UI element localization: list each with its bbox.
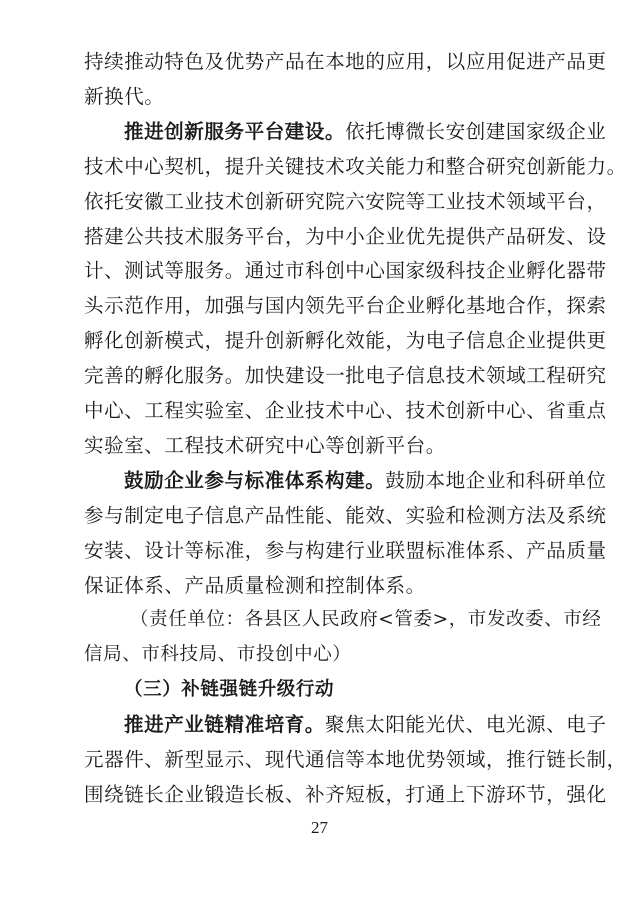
body-line <box>84 186 607 218</box>
paragraph-heading: 推进创新服务平台建设。 <box>124 119 346 143</box>
responsibility-note <box>84 639 564 671</box>
line-text: 参与制定电子信息产品性能、能效、实验和检测方法及系统 <box>84 503 607 527</box>
line-text: （三）补链强链升级行动 <box>124 679 335 701</box>
page-number: 27 <box>311 818 328 837</box>
body-line <box>84 395 607 427</box>
body-line <box>84 360 607 392</box>
body-line <box>84 325 607 357</box>
body-line <box>84 46 607 78</box>
body-line <box>84 535 607 567</box>
body-line <box>84 81 564 113</box>
paragraph-first-line <box>124 709 607 741</box>
line-text: 新换代。 <box>84 84 165 108</box>
line-text: 计、测试等服务。通过市科创中心国家级科技企业孵化器带 <box>84 259 607 283</box>
body-line <box>84 255 607 287</box>
paragraph-heading: 推进产业链精准培育。 <box>124 713 326 737</box>
paragraph-heading: 鼓励企业参与标准体系构建。 <box>124 468 386 492</box>
body-line <box>84 744 627 776</box>
body-line <box>84 779 607 811</box>
body-line <box>84 500 607 532</box>
line-text: 依托博微长安创建国家级企业 <box>345 119 607 143</box>
line-text: 元器件、新型显示、现代通信等本地优势领域，推行链长制， <box>84 748 627 771</box>
responsibility-note <box>130 604 602 636</box>
line-text: 安装、设计等标准，参与构建行业联盟标准体系、产品质量 <box>84 538 607 562</box>
line-text: 中心、工程实验室、企业技术中心、技术创新中心、省重点 <box>84 399 607 422</box>
line-text: 搭建公共技术服务平台，为中小企业优先提供产品研发、设 <box>84 224 607 248</box>
line-text: 鼓励本地企业和科研单位 <box>385 468 607 492</box>
line-text: 持续推动特色及优势产品在本地的应用，以应用促进产品更 <box>84 50 607 73</box>
line-text: 技术中心契机，提升关键技术攻关能力和整合研究创新能力。 <box>84 154 627 178</box>
line-text: 孵化创新模式，提升创新孵化效能，为电子信息企业提供更 <box>84 329 607 353</box>
body-line <box>84 221 607 253</box>
line-text: 信局、市科技局、市投创中心） <box>84 644 352 666</box>
body-line <box>84 290 607 322</box>
body-line <box>84 430 564 462</box>
line-text: 完善的孵化服务。加快建设一批电子信息技术领域工程研究 <box>84 364 607 388</box>
body-line <box>84 570 564 602</box>
line-text: 围绕链长企业锻造长板、补齐短板，打通上下游环节，强化 <box>84 782 607 806</box>
paragraph-first-line <box>124 465 607 497</box>
paragraph-first-line <box>124 116 607 148</box>
body-line <box>84 151 627 183</box>
section-heading <box>124 674 604 706</box>
line-text: （责任单位：各县区人民政府<管委>，市发改委、市经 <box>130 609 602 631</box>
line-text: 头示范作用，加强与国内领先平台企业孵化基地合作，探索 <box>84 294 607 318</box>
line-text: 实验室、工程技术研究中心等创新平台。 <box>84 433 446 457</box>
line-text: 保证体系、产品质量检测和控制体系。 <box>84 573 426 597</box>
line-text: 聚焦太阳能光伏、电光源、电子 <box>325 713 607 737</box>
line-text: 依托安徽工业技术创新研究院六安院等工业技术领域平台， <box>84 189 607 213</box>
